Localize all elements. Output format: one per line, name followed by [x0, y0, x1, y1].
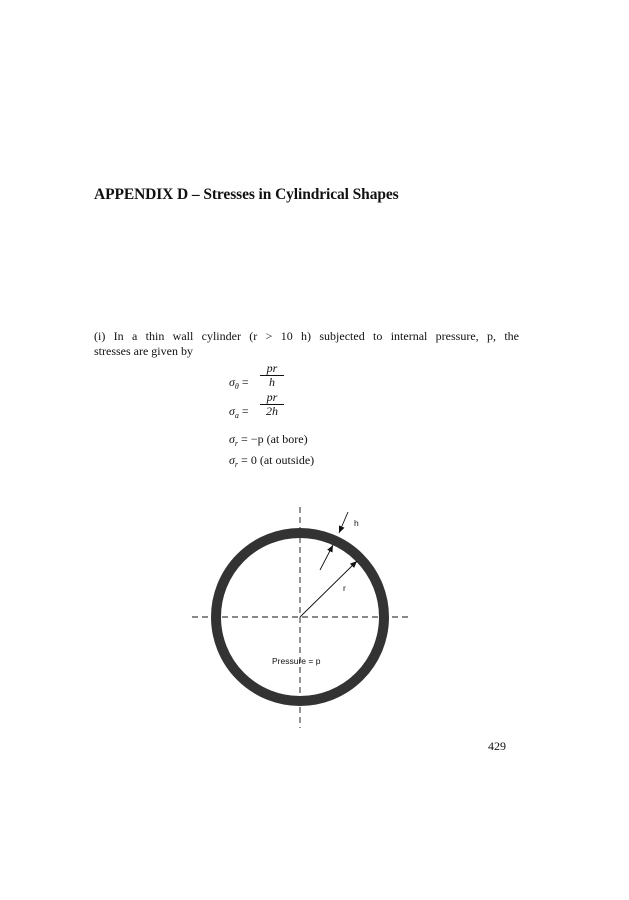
equals-sign: = [241, 404, 249, 418]
denominator: 2h [266, 404, 278, 418]
subscript-r: r [234, 460, 239, 469]
radius-arrow [300, 561, 357, 617]
label-pressure: Pressure = p [272, 656, 321, 666]
equals-sign: = [241, 375, 249, 389]
equals-sign: = [241, 453, 248, 467]
sigma-symbol: σ [229, 375, 235, 389]
subscript-a: a [234, 411, 239, 420]
label-r: r [343, 583, 346, 593]
label-h: h [354, 518, 359, 528]
thickness-arrow-inner [320, 545, 333, 570]
subscript-r: r [234, 439, 239, 448]
sigma-symbol: σ [229, 432, 235, 446]
rhs-outside: 0 (at outside) [250, 453, 315, 467]
denominator: h [269, 375, 275, 389]
numerator: pr [260, 391, 284, 405]
paragraph-line-1: (i) In a thin wall cylinder (r > 10 h) subjected to internal pressure, p, the [94, 329, 519, 343]
page-number: 429 [488, 739, 506, 753]
thickness-arrow-outer [339, 512, 348, 533]
equals-sign: = [241, 432, 248, 446]
sigma-symbol: σ [229, 404, 235, 418]
rhs-bore: −p (at bore) [250, 432, 308, 446]
appendix-heading: APPENDIX D – Stresses in Cylindrical Shapes [94, 186, 399, 203]
numerator: pr [260, 362, 284, 376]
subscript-theta: θ [234, 382, 239, 391]
sigma-symbol: σ [229, 453, 235, 467]
paragraph-line-2: stresses are given by [94, 344, 193, 358]
